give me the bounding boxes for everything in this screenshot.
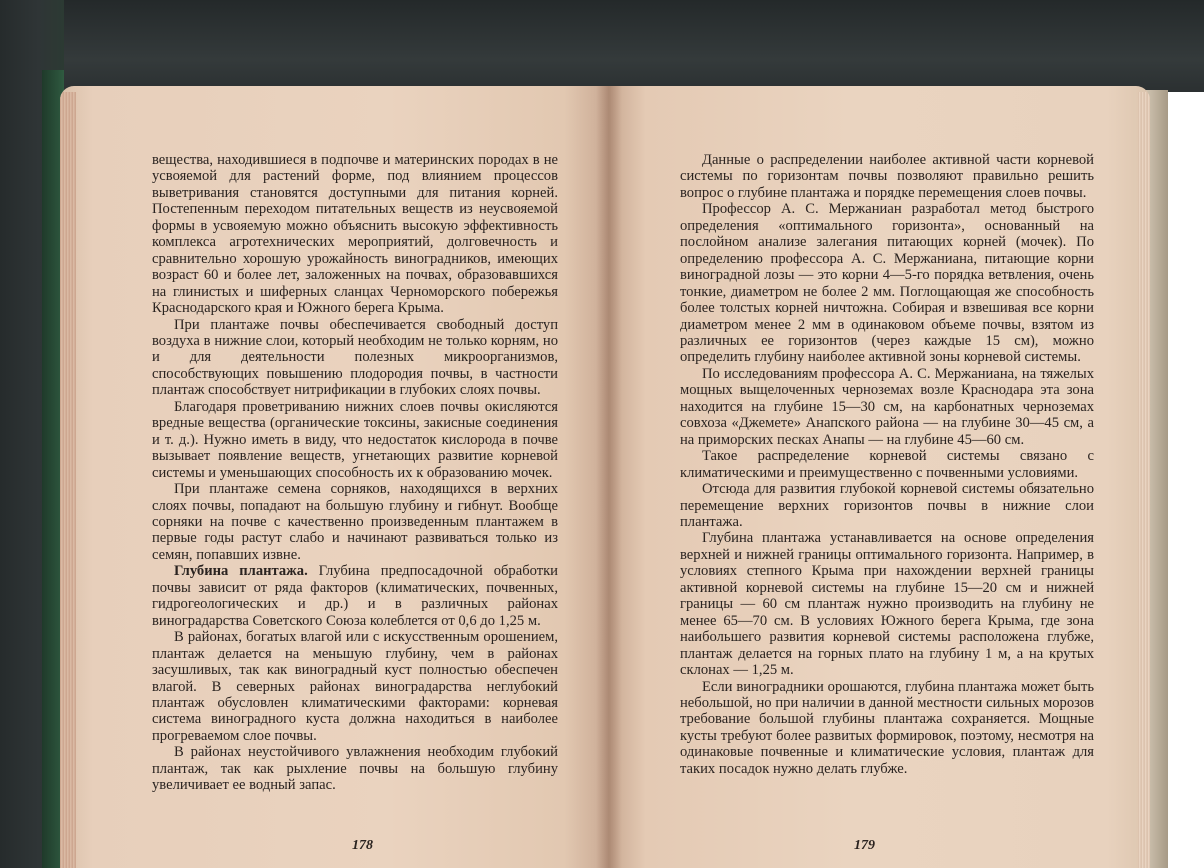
- paragraph: При плантаже почвы обеспечивается свободный доступ воздуха в нижние слои, который необходим не только корням, но и для деятельности полезных микроорганизмов, способствующих повышению плодородия почвы, в частности плантаж способствует нитрификации в глубоких слоях почвы.: [152, 316, 558, 399]
- background-dark-surface: [0, 0, 1204, 92]
- paragraph-text: Глубина предпосадочной обработки почвы зависит от ряда факторов (климатических, почвенных, гидрогеологических и др.) и в различных районах виноградарства Советского Союза колеблется от 0,6 до 1,25 м.: [152, 563, 558, 629]
- paragraph: Отсюда для развития глубокой корневой системы обязательно перемещение верхних горизонтов почвы в нижние слои плантажа.: [680, 481, 1094, 530]
- paragraph: При плантаже семена сорняков, находящихся в верхних слоях почвы, попадают на большую глубину и гибнут. Вообще сорняки на почве с качественно произведенным плантажем в первые годы растут слабо и начинают развиваться только из семян, попавших извне.: [152, 481, 558, 563]
- left-page: [60, 86, 608, 868]
- paragraph: Благодаря проветриванию нижних слоев почвы окисляются вредные вещества (органические токсины, закисные соединения и т. д.). Нужно иметь в виду, что недостаток кислорода в почве вызывает появление веществ, угнетающих развитие корневой системы и уменьшающих способность их к образованию мочек.: [152, 398, 558, 481]
- paragraph-depth: [152, 563, 558, 629]
- page-edges-left: [60, 92, 76, 868]
- right-page-text: [680, 152, 1094, 777]
- paragraph: вещества, находившиеся в подпочве и материнских породах в не усвояемой для растений форме, под влиянием процессов выветривания становятся доступными для питания корней. Постепенным переходом питательных веществ из неусвояемой формы в усвояемую можно объяснить высокую эффективность комплекса агротехнических мероприятий, долговечность и сравнительно хорошую урожайность виноградников, имеющих возраст 60 и более лет, заложенных на почвах, образовавшихся на глинистых и шиферных сланцах Черноморского побережья Краснодарского края и Южного берега Крыма.: [152, 152, 558, 317]
- paragraph: Такое распределение корневой системы связано с климатическими и преимущественно с почвенными условиями.: [680, 448, 1094, 481]
- page-edges-right: [1138, 92, 1150, 868]
- paragraph: Если виноградники орошаются, глубина плантажа может быть небольшой, но при наличии в данной местности сильных морозов требование большой глубины плантажа сохраняется. Мощные кусты требуют более развитых формировок, поэтому, несмотря на одинаковые почвенные и климатические условия, плантаж для таких посадок нужно делать глубже.: [680, 678, 1094, 777]
- page-number: 179: [854, 838, 875, 853]
- paragraph: Глубина плантажа устанавливается на основе определения верхней и нижней границы оптимального горизонта. Например, в условиях степного Крыма при нахождении верхней границы активной корневой системы на глубине 15—20 см и нижней границы — 60 см плантаж нужно производить на глубину не менее 65—70 см. В условиях Южного берега Крыма, где зона наибольшего развития корневой системы расположена глубже, плантаж делается на горных плато на глубину 1 м, а на крутых склонах — 1,25 м.: [680, 530, 1094, 679]
- right-page: [608, 86, 1150, 868]
- open-book: [60, 86, 1150, 868]
- paragraph: По исследованиям профессора А. С. Мержаниана, на тяжелых мощных выщелоченных черноземах возле Краснодара эта зона находится на глубине 15—30 см, на карбонатных черноземах совхоза «Джемете» Анапского района — на глубине 30—45 см, а на приморских песках Анапы — на глубине 45—60 см.: [680, 365, 1094, 448]
- page-number: 178: [352, 838, 373, 853]
- book-gutter: [596, 86, 622, 868]
- paragraph: В районах, богатых влагой или с искусственным орошением, плантаж делается на меньшую глубину, чем в районах засушливых, так как виноградный куст полностью обеспечен влагой. В северных районах виноградарства неглубокий плантаж обусловлен климатическими факторами: корневая система виноградного куста должна находиться в наиболее прогреваемом слое почвы.: [152, 629, 558, 744]
- paragraph: Данные о распределении наиболее активной части корневой системы по горизонтам почвы позволяют правильно решить вопрос о глубине плантажа и порядке перемещения слоев почвы.: [680, 152, 1094, 201]
- left-page-text: [152, 152, 558, 794]
- paragraph: В районах неустойчивого увлажнения необходим глубокий плантаж, так как рыхление почвы на большую глубину увеличивает ее водный запас.: [152, 744, 558, 794]
- paragraph: Профессор А. С. Мержаниан разработал метод быстрого определения «оптимального горизонта», основанный на послойном анализе залегания питающих корней (мочек). По определению профессора А. С. Мержаниана, питающие корни виноградной лозы — это корни 4—5-го порядка ветвления, очень тонкие, диаметром не более 2 мм. Поглощающая же способность более толстых корней ничтожна. Собирая и взвешивая все корни диаметром менее 2 мм в одинаковом объеме почвы, взятом из различных ее горизонтов (через каждые 15 см), можно определить глубину наиболее активной зоны корневой системы.: [680, 201, 1094, 366]
- section-heading: Глубина плантажа.: [174, 563, 308, 580]
